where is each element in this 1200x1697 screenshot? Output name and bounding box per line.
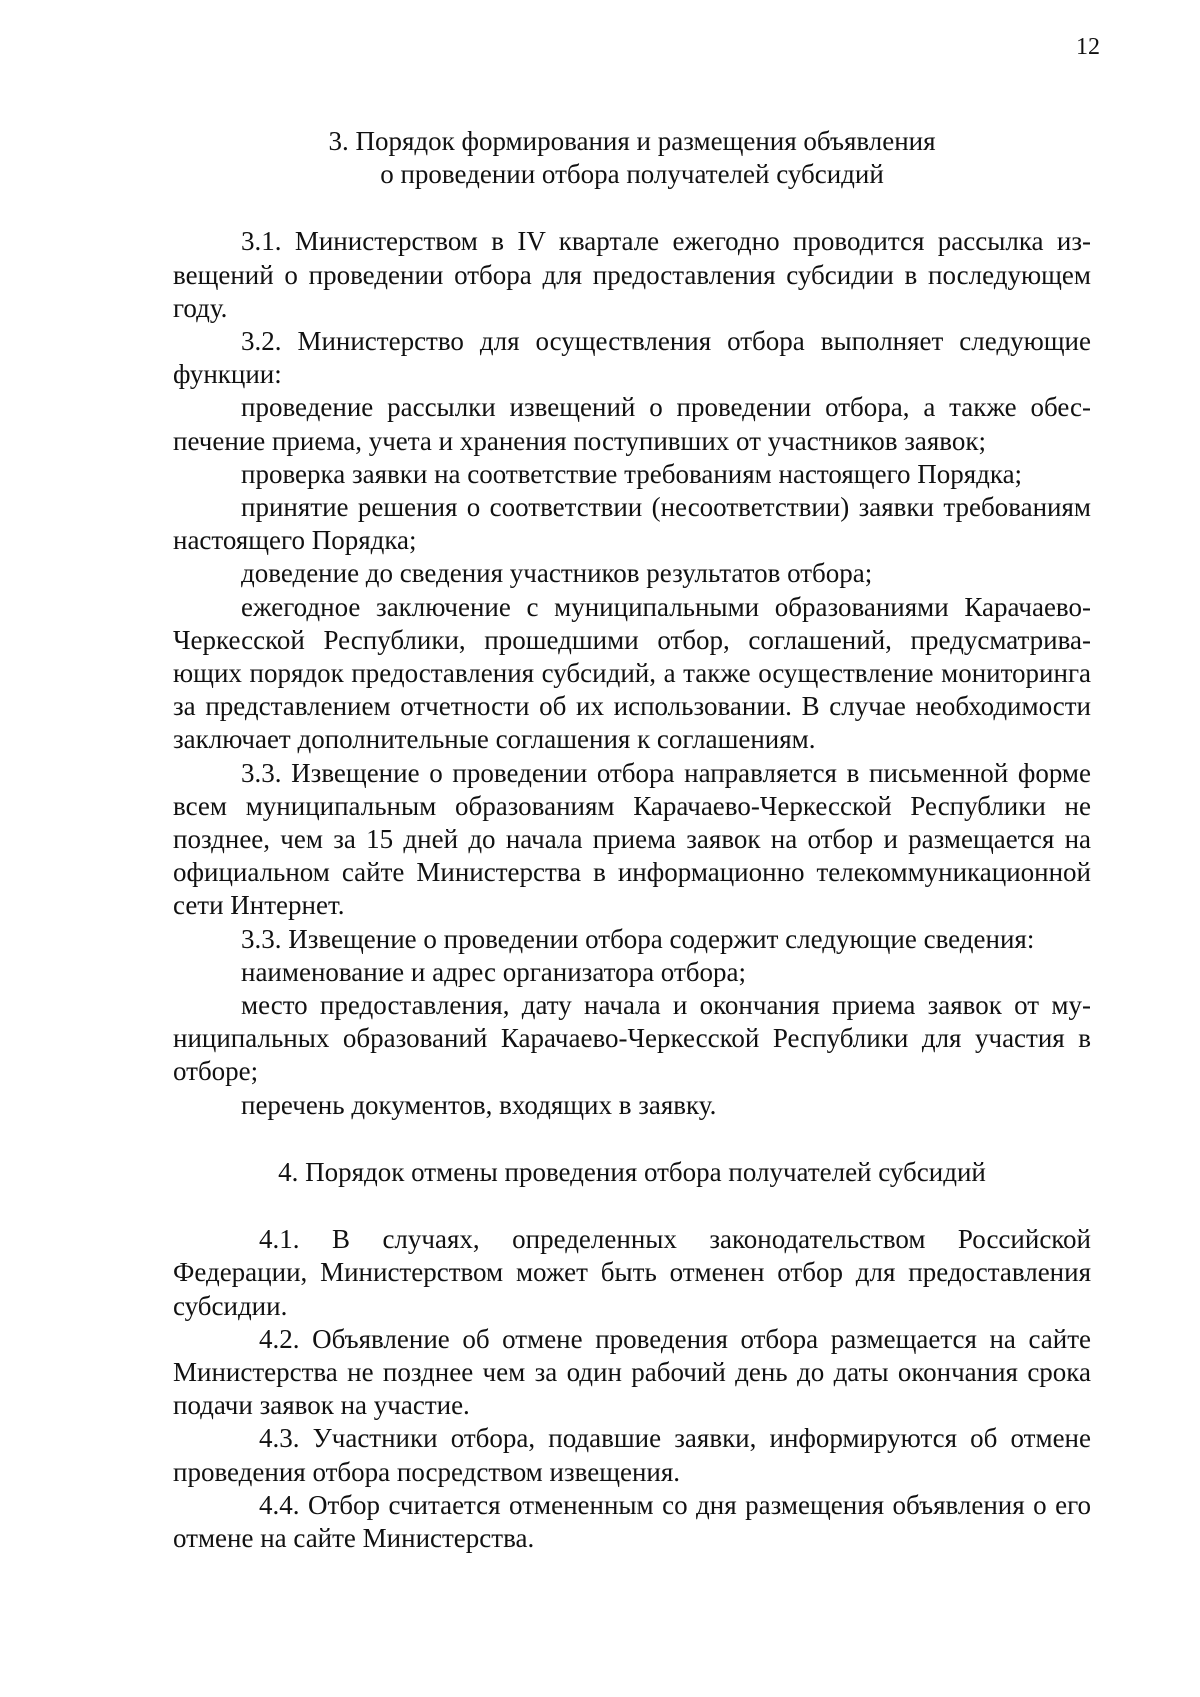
list-item-contents: место предоставления, дату начала и окончания приема заявок от муниципальных образований Карачаево-Черкесской Республики для участия в отборе;: [173, 990, 1091, 1087]
spacer: [173, 1189, 1091, 1223]
list-item-function: принятие решения о соответствии (несоответствии) заявки требованиям настоящего Порядка;: [173, 492, 1091, 556]
document-body: [173, 125, 1091, 1555]
paragraph-3-3-contents: 3.3. Извещение о проведении отбора содержит следующие сведения:: [241, 923, 1035, 954]
section-4-heading: 4. Порядок отмены проведения отбора получателей субсидий: [278, 1156, 986, 1187]
spacer: [173, 191, 1091, 225]
paragraph-3-3: 3.3. Извещение о проведении отбора направляется в письменной форме всем муниципальным образованиям Карачаево-Черкесской Республики не позднее, чем за 15 дней до начала приема заявок на отбор и размещается на официальном сайте Министерства в информационно телекоммуникационной сети Интернет.: [173, 757, 1091, 921]
list-item-function: ежегодное заключение с муниципальными образованиями Карачаево-Черкесской Республики, прошедшими отбор, соглашений, предусматривающих порядок предоставления субсидий, а также осуществление мониторинга за представлением отчетности об их использовании. В случае необходимости заключает дополнительные соглашения к соглашениям.: [173, 591, 1091, 755]
page-number: 12: [1076, 34, 1100, 60]
list-item-function: проверка заявки на соответствие требованиям настоящего Порядка;: [241, 458, 1023, 489]
section-3-heading-line-2: о проведении отбора получателей субсидий: [380, 159, 884, 190]
section-3-heading-line-1: 3. Порядок формирования и размещения объявления: [328, 126, 936, 156]
paragraph-4-4: 4.4. Отбор считается отмененным со дня размещения объявления о его отмене на сайте Министерства.: [173, 1489, 1091, 1553]
list-item-function: доведение до сведения участников результатов отбора;: [241, 558, 873, 589]
list-item-contents: наименование и адрес организатора отбора;: [241, 956, 746, 987]
paragraph-4-3: 4.3. Участники отбора, подавшие заявки, информируются об отмене проведения отбора посредством извещения.: [173, 1423, 1091, 1487]
paragraph-3-2: 3.2. Министерство для осуществления отбора выполняет следующие функции:: [173, 326, 1091, 390]
list-item-contents: перечень документов, входящих в заявку.: [241, 1089, 717, 1120]
list-item-function: проведение рассылки извещений о проведении отбора, а также обеспечение приема, учета и хранения поступивших от участников заявок;: [173, 392, 1091, 456]
paragraph-3-1: 3.1. Министерством в IV квартале ежегодно проводится рассылка извещений о проведении отбора для предоставления субсидии в последующем году.: [173, 226, 1091, 323]
paragraph-4-1: 4.1. В случаях, определенных законодательством Российской Федерации, Министерством может быть отменен отбор для предоставления субсидии.: [173, 1224, 1091, 1321]
spacer: [173, 1122, 1091, 1156]
section-3-heading: [173, 125, 1091, 191]
paragraph-4-2: 4.2. Объявление об отмене проведения отбора размещается на сайте Министерства не позднее чем за один рабочий день до даты окончания срока подачи заявок на участие.: [173, 1323, 1091, 1421]
